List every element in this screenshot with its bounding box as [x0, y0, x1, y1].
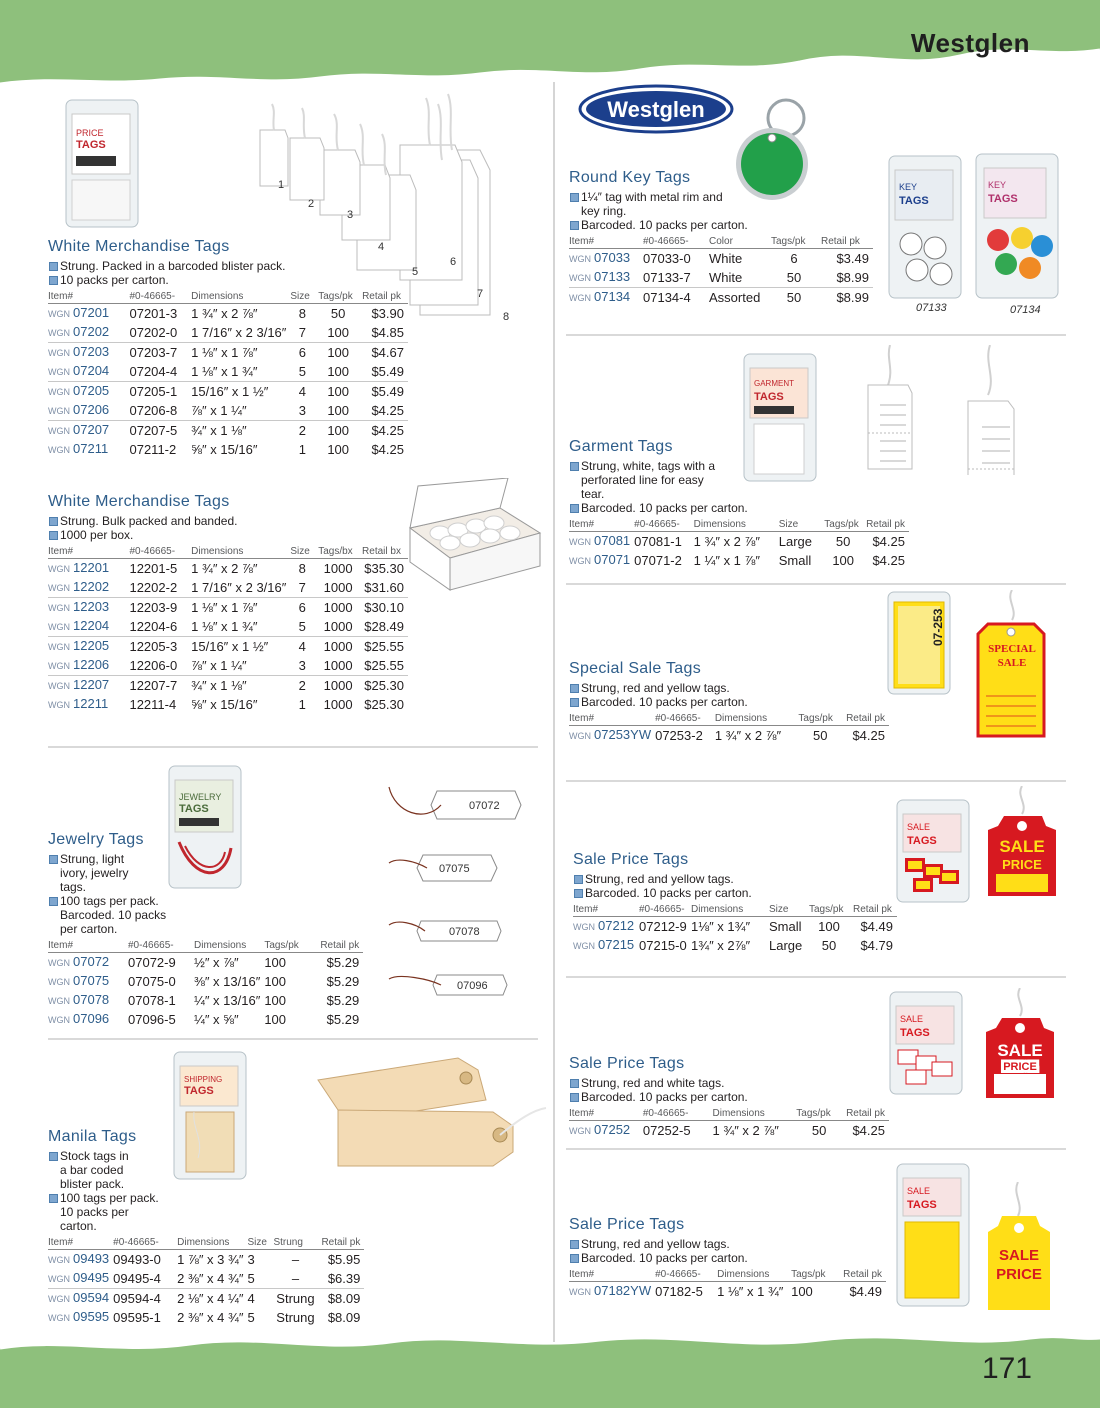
jewelry-tag-label-07078: 07078 [449, 926, 480, 938]
sale-tag-word-1: SALE [998, 1247, 1040, 1264]
col-header: Item# [573, 903, 639, 917]
table-row: WGN 09493 09493-0 1 ⅞″ x 3 ¾″ 3 – $5.95 [48, 1251, 361, 1267]
col-header: Tags/pk [809, 903, 853, 917]
svg-text:KEY: KEY [899, 182, 918, 192]
section-title: Sale Price Tags [569, 1055, 685, 1072]
table-row: WGN 07078 07078-1 ¼″ x 13/16″ 100 $5.29 [48, 992, 360, 1008]
col-header: Tags/pk [318, 290, 362, 304]
product-table [569, 1107, 889, 1140]
col-header: Tags/pk [771, 235, 821, 249]
table-row: WGN 07206 07206-8 ⅞″ x 1 ¼″ 3 100 $4.25 [48, 402, 404, 418]
col-header: #0-46665- [639, 903, 691, 917]
col-header: Retail pk [846, 1107, 889, 1121]
section-title: Round Key Tags [569, 169, 691, 186]
svg-text:TAGS: TAGS [899, 195, 929, 207]
col-header: Item# [569, 235, 643, 249]
special-sale-tag-illustration [972, 590, 1057, 740]
col-header: Size [247, 1236, 273, 1250]
bullet: Strung. Bulk packed and banded. [48, 514, 408, 528]
svg-text:SHIPPING: SHIPPING [184, 1075, 223, 1084]
jewelry-tag-label-07075: 07075 [439, 863, 470, 875]
col-header: Retail bx [362, 545, 408, 559]
tag-number-1: 1 [278, 179, 285, 191]
pack-code: 07-253 [931, 608, 945, 646]
table-row: WGN 07252 07252-5 1 ¾″ x 2 ⅞″ 50 $4.25 [569, 1122, 885, 1138]
svg-text:TAGS: TAGS [179, 803, 209, 815]
col-header: #0-46665- [129, 545, 191, 559]
col-header: Retail pk [821, 235, 873, 249]
tag-number-2: 2 [308, 198, 315, 210]
product-table [569, 518, 909, 570]
col-header: Dimensions [194, 939, 264, 953]
section-title: White Merchandise Tags [48, 493, 230, 510]
tag-number-5: 5 [412, 266, 419, 278]
svg-text:TAGS: TAGS [754, 391, 784, 403]
table-row: WGN 12207 12207-7 ¾″ x 1 ⅛″ 2 1000 $25.30 [48, 676, 408, 696]
col-header: Item# [48, 545, 129, 559]
sale-tag-word-1: SALE [999, 837, 1045, 856]
product-table [48, 1236, 364, 1327]
col-header: #0-46665- [655, 712, 715, 726]
caption-07134: 07134 [1010, 304, 1041, 316]
col-header: #0-46665- [643, 1107, 713, 1121]
product-table [48, 290, 408, 459]
col-header: #0-46665- [643, 235, 709, 249]
sale-price-tag-illustration-1 [984, 786, 1064, 901]
svg-text:TAGS: TAGS [900, 1027, 930, 1039]
garment-tags-section [569, 438, 909, 570]
tag-number-4: 4 [378, 241, 385, 253]
key-tags-blister-pack-07133 [885, 152, 965, 302]
col-header: Dimensions [177, 1236, 247, 1250]
col-header: #0-46665- [113, 1236, 177, 1250]
col-header: Item# [569, 712, 655, 726]
col-header: Item# [48, 290, 129, 304]
jewelry-tags-section [48, 831, 388, 1029]
table-row: WGN 07133 07133-7 White 50 $8.99 [569, 269, 869, 285]
bullet: Strung. Packed in a barcoded blister pack. [48, 259, 408, 273]
svg-text:TAGS: TAGS [76, 139, 106, 151]
col-header: Size [779, 518, 825, 532]
sale-price-blister-pack-2 [886, 988, 966, 1098]
col-header: Retail pk [866, 518, 909, 532]
section-separator [566, 1148, 1066, 1150]
logo-text: Westglen [607, 97, 705, 122]
col-header: Dimensions [717, 1268, 791, 1282]
col-header: Item# [48, 939, 128, 953]
table-row: WGN 07134 07134-4 Assorted 50 $8.99 [569, 288, 873, 308]
bullet: Strung, white, tags with a perforated line for easy tear. [569, 459, 719, 501]
col-header: #0-46665- [128, 939, 194, 953]
col-header: #0-46665- [129, 290, 191, 304]
bullet: Barcoded. 10 packs per carton. [569, 218, 889, 232]
table-row: WGN 07204 07204-4 1 ⅛″ x 1 ¾″ 5 100 $5.49 [48, 363, 404, 379]
sale-price-tags-section-3 [569, 1216, 889, 1301]
bullet: Strung, light ivory, jewelry tags. [48, 852, 148, 894]
special-sale-tag-word-2: SALE [997, 657, 1027, 669]
sale-price-tags-section-2 [569, 1055, 889, 1140]
key-tags-blister-pack-07134 [972, 150, 1062, 302]
col-header: Dimensions [191, 545, 290, 559]
bullet: 10 packs per carton. [48, 273, 408, 287]
col-header: Strung [273, 1236, 321, 1250]
section-separator [566, 334, 1066, 336]
sale-tag-word-2: PRICE [1002, 857, 1042, 872]
table-row: WGN 09594 09594-4 2 ⅛″ x 4 ¼″ 4 Strung $8.09 [48, 1289, 364, 1309]
col-header: #0-46665- [634, 518, 694, 532]
caption-07133: 07133 [916, 302, 947, 314]
table-row: WGN 12203 12203-9 1 ⅛″ x 1 ⅞″ 6 1000 $30.10 [48, 598, 408, 618]
tag-number-6: 6 [450, 256, 457, 268]
col-header: Retail pk [853, 903, 897, 917]
bullet: Barcoded. 10 packs per carton. [569, 1090, 889, 1104]
table-row: WGN 07207 07207-5 ¾″ x 1 ⅛″ 2 100 $4.25 [48, 421, 408, 441]
col-header: Color [709, 235, 771, 249]
section-title: White Merchandise Tags [48, 238, 230, 255]
col-header: Retail pk [320, 939, 363, 953]
table-row: WGN 12202 12202-2 1 7/16″ x 2 3/16″ 7 1000 $31.60 [48, 579, 404, 595]
svg-text:KEY: KEY [988, 180, 1007, 190]
bullet: Strung, red and white tags. [569, 1076, 889, 1090]
sale-price-tags-section-1 [573, 851, 903, 955]
bullet: Barcoded. 10 packs per carton. [573, 886, 903, 900]
bulk-box-illustration [400, 478, 545, 593]
bullet: Strung, red and yellow tags. [573, 872, 903, 886]
table-row: WGN 07212 07212-9 1⅛″ x 1¾″ Small 100 $4.49 [573, 918, 893, 934]
sale-price-tag-illustration-2 [982, 988, 1062, 1103]
product-table [48, 545, 408, 714]
col-header: Retail pk [843, 1268, 886, 1282]
svg-text:SALE: SALE [907, 1186, 931, 1196]
price-tags-blister-pack [62, 96, 142, 231]
svg-text:TAGS: TAGS [184, 1085, 214, 1097]
jewelry-tag-label-07072: 07072 [469, 800, 500, 812]
section-separator [566, 976, 1066, 978]
table-row: WGN 12206 12206-0 ⅞″ x 1 ¼″ 3 1000 $25.55 [48, 657, 404, 673]
col-header: Retail pk [362, 290, 408, 304]
col-header: Item# [569, 1107, 643, 1121]
product-table [569, 235, 873, 307]
bullet: 1¼″ tag with metal rim and key ring. [569, 190, 729, 218]
svg-text:TAGS: TAGS [988, 193, 1018, 205]
product-table [573, 903, 897, 955]
white-merch-strung-section [48, 238, 408, 459]
col-header: Retail pk [321, 1236, 364, 1250]
col-header: Tags/pk [824, 518, 866, 532]
section-separator [48, 746, 538, 748]
table-row: WGN 07202 07202-0 1 7/16″ x 2 3/16″ 7 100 $4.85 [48, 324, 404, 340]
special-sale-tags-section [569, 660, 889, 745]
table-row: WGN 07075 07075-0 ⅜″ x 13/16″ 100 $5.29 [48, 973, 360, 989]
sale-tag-word-2: PRICE [996, 1266, 1042, 1283]
bullet: Stock tags in a bar coded blister pack. [48, 1149, 138, 1191]
table-row: WGN 09495 09495-4 2 ⅜″ x 4 ¾″ 5 – $6.39 [48, 1270, 361, 1286]
sale-tag-word-2: PRICE [1003, 1061, 1037, 1073]
bullet: Barcoded. 10 packs per carton. [569, 1251, 889, 1265]
sale-price-blister-pack-1 [893, 796, 973, 906]
section-title: Special Sale Tags [569, 660, 701, 677]
table-row: WGN 07211 07211-2 ⅝″ x 15/16″ 1 100 $4.25 [48, 441, 404, 457]
table-row: WGN 12201 12201-5 1 ¾″ x 2 ⅞″ 8 1000 $35.30 [48, 560, 404, 576]
page-number: 171 [981, 1352, 1032, 1385]
svg-text:JEWELRY: JEWELRY [179, 792, 222, 802]
col-header: Retail pk [846, 712, 889, 726]
manila-tags-section [48, 1128, 378, 1327]
column-divider [553, 82, 555, 1342]
round-key-tags-section [569, 169, 889, 307]
svg-text:SALE: SALE [907, 822, 931, 832]
table-row: WGN 09595 09595-1 2 ⅜″ x 4 ¾″ 5 Strung $8.09 [48, 1309, 361, 1325]
bullet: Barcoded. 10 packs per carton. [569, 695, 889, 709]
tag-number-3: 3 [347, 209, 354, 221]
col-header: Size [769, 903, 809, 917]
sale-price-blister-pack-3 [893, 1160, 973, 1310]
section-title: Manila Tags [48, 1128, 137, 1145]
col-header: Tags/bx [318, 545, 362, 559]
footer-band [0, 1328, 1100, 1408]
table-row: WGN 07071 07071-2 1 ¼″ x 1 ⅞″ Small 100 $4.25 [569, 552, 905, 568]
white-merch-bulk-section [48, 493, 408, 714]
col-header: Dimensions [713, 1107, 797, 1121]
product-table [569, 712, 889, 745]
col-header: Tags/pk [264, 939, 320, 953]
col-header: Dimensions [694, 518, 779, 532]
svg-text:TAGS: TAGS [907, 835, 937, 847]
bullet: Strung, red and yellow tags. [569, 1237, 889, 1251]
section-title: Sale Price Tags [573, 851, 689, 868]
col-header: Size [290, 290, 318, 304]
col-header: Dimensions [191, 290, 290, 304]
col-header: Tags/pk [796, 1107, 846, 1121]
table-row: WGN 12204 12204-6 1 ⅛″ x 1 ¾″ 5 1000 $28.49 [48, 618, 404, 634]
section-title: Garment Tags [569, 438, 673, 455]
tag-number-7: 7 [477, 288, 484, 300]
table-row: WGN 07096 07096-5 ¼″ x ⅝″ 100 $5.29 [48, 1011, 360, 1027]
jewelry-tags-illustration [385, 783, 535, 1008]
table-row: WGN 07215 07215-0 1¾″ x 2⅞″ Large 50 $4.79 [573, 937, 893, 953]
table-row: WGN 12205 12205-3 15/16″ x 1 ½″ 4 1000 $25.55 [48, 637, 408, 657]
table-row: WGN 07253YW 07253-2 1 ¾″ x 2 ⅞″ 50 $4.25 [569, 727, 885, 743]
col-header: Tags/pk [798, 712, 846, 726]
svg-text:TAGS: TAGS [907, 1199, 937, 1211]
bullet: Barcoded. 10 packs per carton. [569, 501, 909, 515]
jewelry-tag-label-07096: 07096 [457, 980, 488, 992]
table-row: WGN 07201 07201-3 1 ¾″ x 2 ⅞″ 8 50 $3.90 [48, 305, 404, 321]
section-separator [566, 583, 1066, 585]
col-header: Size [290, 545, 318, 559]
bullet: 100 tags per pack. 10 packs per carton. [48, 1191, 168, 1233]
section-title: Jewelry Tags [48, 831, 144, 848]
col-header: Dimensions [715, 712, 799, 726]
section-title: Sale Price Tags [569, 1216, 685, 1233]
table-row: WGN 12211 12211-4 ⅝″ x 15/16″ 1 1000 $25.30 [48, 696, 404, 712]
col-header: Tags/pk [791, 1268, 843, 1282]
col-header: Item# [569, 1268, 655, 1282]
svg-text:PRICE: PRICE [76, 128, 104, 138]
bullet: Strung, red and yellow tags. [569, 681, 889, 695]
product-table [569, 1268, 886, 1301]
col-header: #0-46665- [655, 1268, 717, 1282]
sale-tag-word-1: SALE [997, 1041, 1043, 1060]
westglen-logo [578, 84, 734, 134]
bullet: 100 tags per pack. Barcoded. 10 packs per carton. [48, 894, 168, 936]
table-row: WGN 07072 07072-9 ½″ x ⅞″ 100 $5.29 [48, 954, 360, 970]
table-row: WGN 07182YW 07182-5 1 ⅛″ x 1 ¾″ 100 $4.49 [569, 1283, 882, 1299]
product-table [48, 939, 363, 1029]
special-sale-blister-pack [884, 588, 954, 698]
sale-price-tag-illustration-3 [984, 1182, 1056, 1312]
special-sale-tag-word-1: SPECIAL [988, 643, 1036, 655]
table-row: WGN 07203 07203-7 1 ⅛″ x 1 ⅞″ 6 100 $4.67 [48, 343, 408, 363]
col-header: Dimensions [691, 903, 769, 917]
tag-number-8: 8 [503, 311, 510, 323]
table-row: WGN 07205 07205-1 15/16″ x 1 ½″ 4 100 $5.49 [48, 382, 408, 402]
col-header: Item# [48, 1236, 113, 1250]
svg-text:GARMENT: GARMENT [754, 379, 794, 388]
section-separator [566, 780, 1066, 782]
svg-text:SALE: SALE [900, 1014, 924, 1024]
col-header: Item# [569, 518, 634, 532]
table-row: WGN 07033 07033-0 White 6 $3.49 [569, 250, 869, 266]
bullet: 1000 per box. [48, 528, 408, 542]
table-row: WGN 07081 07081-1 1 ¾″ x 2 ⅞″ Large 50 $4.25 [569, 533, 905, 549]
brand-name: Westglen [910, 28, 1030, 58]
